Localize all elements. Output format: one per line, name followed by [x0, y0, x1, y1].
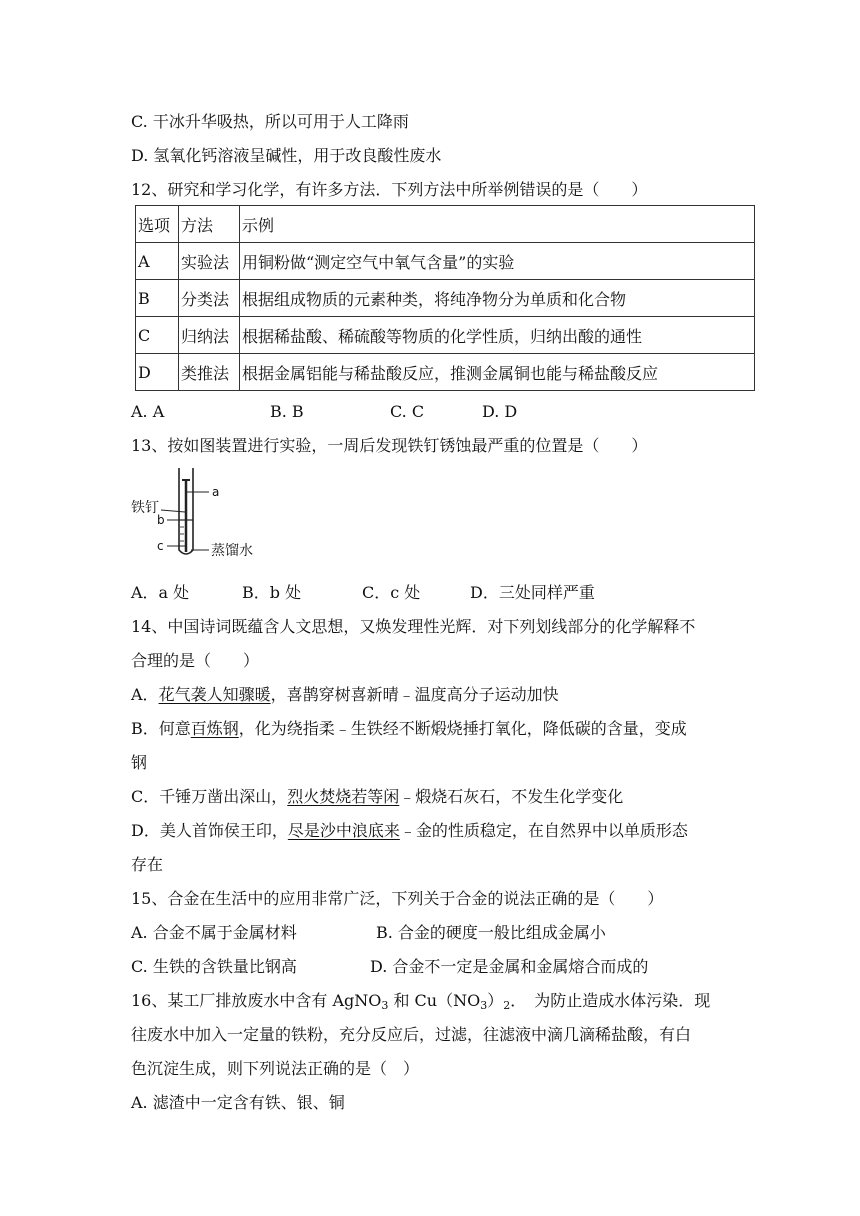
- q13-stem: 13、按如图装置进行实验，一周后发现铁钉锈蚀最严重的位置是（ ）: [131, 436, 648, 455]
- row-option: C: [136, 317, 179, 354]
- row-example: 根据稀盐酸、稀硫酸等物质的化学性质，归纳出酸的通性: [240, 317, 755, 354]
- row-method: 类推法: [179, 354, 240, 391]
- row-option: D: [136, 354, 179, 391]
- q15-stem: 15、合金在生活中的应用非常广泛，下列关于合金的说法正确的是（ ）: [131, 889, 664, 908]
- row-method: 归纳法: [179, 317, 240, 354]
- q14-option-b-cont: 钢: [131, 753, 148, 772]
- q14-option-c: C．千锤万凿出深山，烈火焚烧若等闲﹣煅烧石灰石，不发生化学变化: [131, 787, 624, 806]
- q15-option-a: A. 合金不属于金属材料: [131, 923, 297, 942]
- q13-option-c: C．c 处: [362, 583, 421, 602]
- row-example: 根据金属铝能与稀盐酸反应，推测金属铜也能与稀盐酸反应: [240, 354, 755, 391]
- q14-stem-line2: 合理的是（ ）: [131, 651, 260, 670]
- q16-option-a: A. 滤渣中一定含有铁、银、铜: [131, 1093, 345, 1112]
- underlined-phrase: 烈火焚烧若等闲: [287, 787, 400, 806]
- row-option: B: [136, 280, 179, 317]
- label-distilled-water: 蒸馏水: [211, 543, 253, 559]
- q16-stem-line3: 色沉淀生成，则下列说法正确的是（ ）: [131, 1059, 420, 1078]
- table-row: [136, 354, 755, 391]
- q15-option-b: B. 合金的硬度一般比组成金属小: [376, 923, 606, 942]
- q12-option-c: C. C: [390, 402, 425, 421]
- label-nail: 铁钉: [131, 500, 159, 516]
- table-row: [136, 280, 755, 317]
- q14-option-d: D．美人首饰侯王印，尽是沙中浪底来﹣金的性质稳定，在自然界中以单质形态: [131, 821, 688, 840]
- q15-option-c: C. 生铁的含铁量比钢高: [131, 957, 297, 976]
- q13-option-b: B．b 处: [242, 583, 302, 602]
- q15-option-d: D. 合金不一定是金属和金属熔合而成的: [370, 957, 649, 976]
- q11-option-c: C. 干冰升华吸热，所以可用于人工降雨: [131, 112, 409, 131]
- label-a: a: [212, 485, 220, 499]
- q16-stem-line1: 16、某工厂排放废水中含有 AgNO$_3$ 和 $Cu(NO_3)_2$． 为防止造成水体污染．现: [131, 991, 711, 1012]
- underlined-phrase: 花气袭人知骤暖: [158, 685, 271, 704]
- q12-stem: 12、研究和学习化学，有许多方法．下列方法中所举例错误的是（ ）: [131, 180, 648, 199]
- row-example: 根据组成物质的元素种类，将纯净物分为单质和化合物: [240, 280, 755, 317]
- underlined-phrase: 尽是沙中浪底来: [287, 821, 400, 840]
- q14-option-d-cont: 存在: [131, 855, 164, 874]
- q14-option-a: A．花气袭人知骤暖，喜鹊穿树喜新晴﹣温度高分子运动加快: [131, 685, 559, 704]
- q13-option-a: A．a 处: [131, 583, 190, 602]
- q16-stem-line2: 往废水中加入一定量的铁粉，充分反应后，过滤，往滤液中滴几滴稀盐酸，有白: [131, 1025, 692, 1044]
- q14-option-b: B．何意百炼钢，化为绕指柔﹣生铁经不断煅烧捶打氧化，降低碳的含量，变成: [131, 719, 687, 738]
- table-header-row: [136, 206, 755, 243]
- q12-option-a: A. A: [131, 402, 165, 421]
- q11-option-d: D. 氢氧化钙溶液呈碱性，用于改良酸性废水: [131, 146, 442, 165]
- row-example: 用铜粉做“测定空气中氧气含量”的实验: [240, 243, 755, 280]
- underlined-phrase: 百炼钢: [190, 719, 239, 738]
- header-method: 方法: [179, 206, 240, 243]
- q12-option-b: B. B: [270, 402, 304, 421]
- label-b: b: [157, 513, 165, 527]
- q13-option-d: D．三处同样严重: [470, 583, 595, 602]
- q14-stem-line1: 14、中国诗词既蕴含人文思想，又焕发理性光辉．对下列划线部分的化学解释不: [131, 617, 696, 636]
- q12-option-d: D. D: [482, 402, 518, 421]
- q12-methods-table: [135, 205, 755, 391]
- table-row: [136, 317, 755, 354]
- row-method: 分类法: [179, 280, 240, 317]
- row-method: 实验法: [179, 243, 240, 280]
- label-c: c: [157, 539, 164, 553]
- table-row: [136, 243, 755, 280]
- header-option: 选项: [136, 206, 179, 243]
- row-option: A: [136, 243, 179, 280]
- test-tube-figure: [131, 462, 281, 567]
- header-example: 示例: [240, 206, 755, 243]
